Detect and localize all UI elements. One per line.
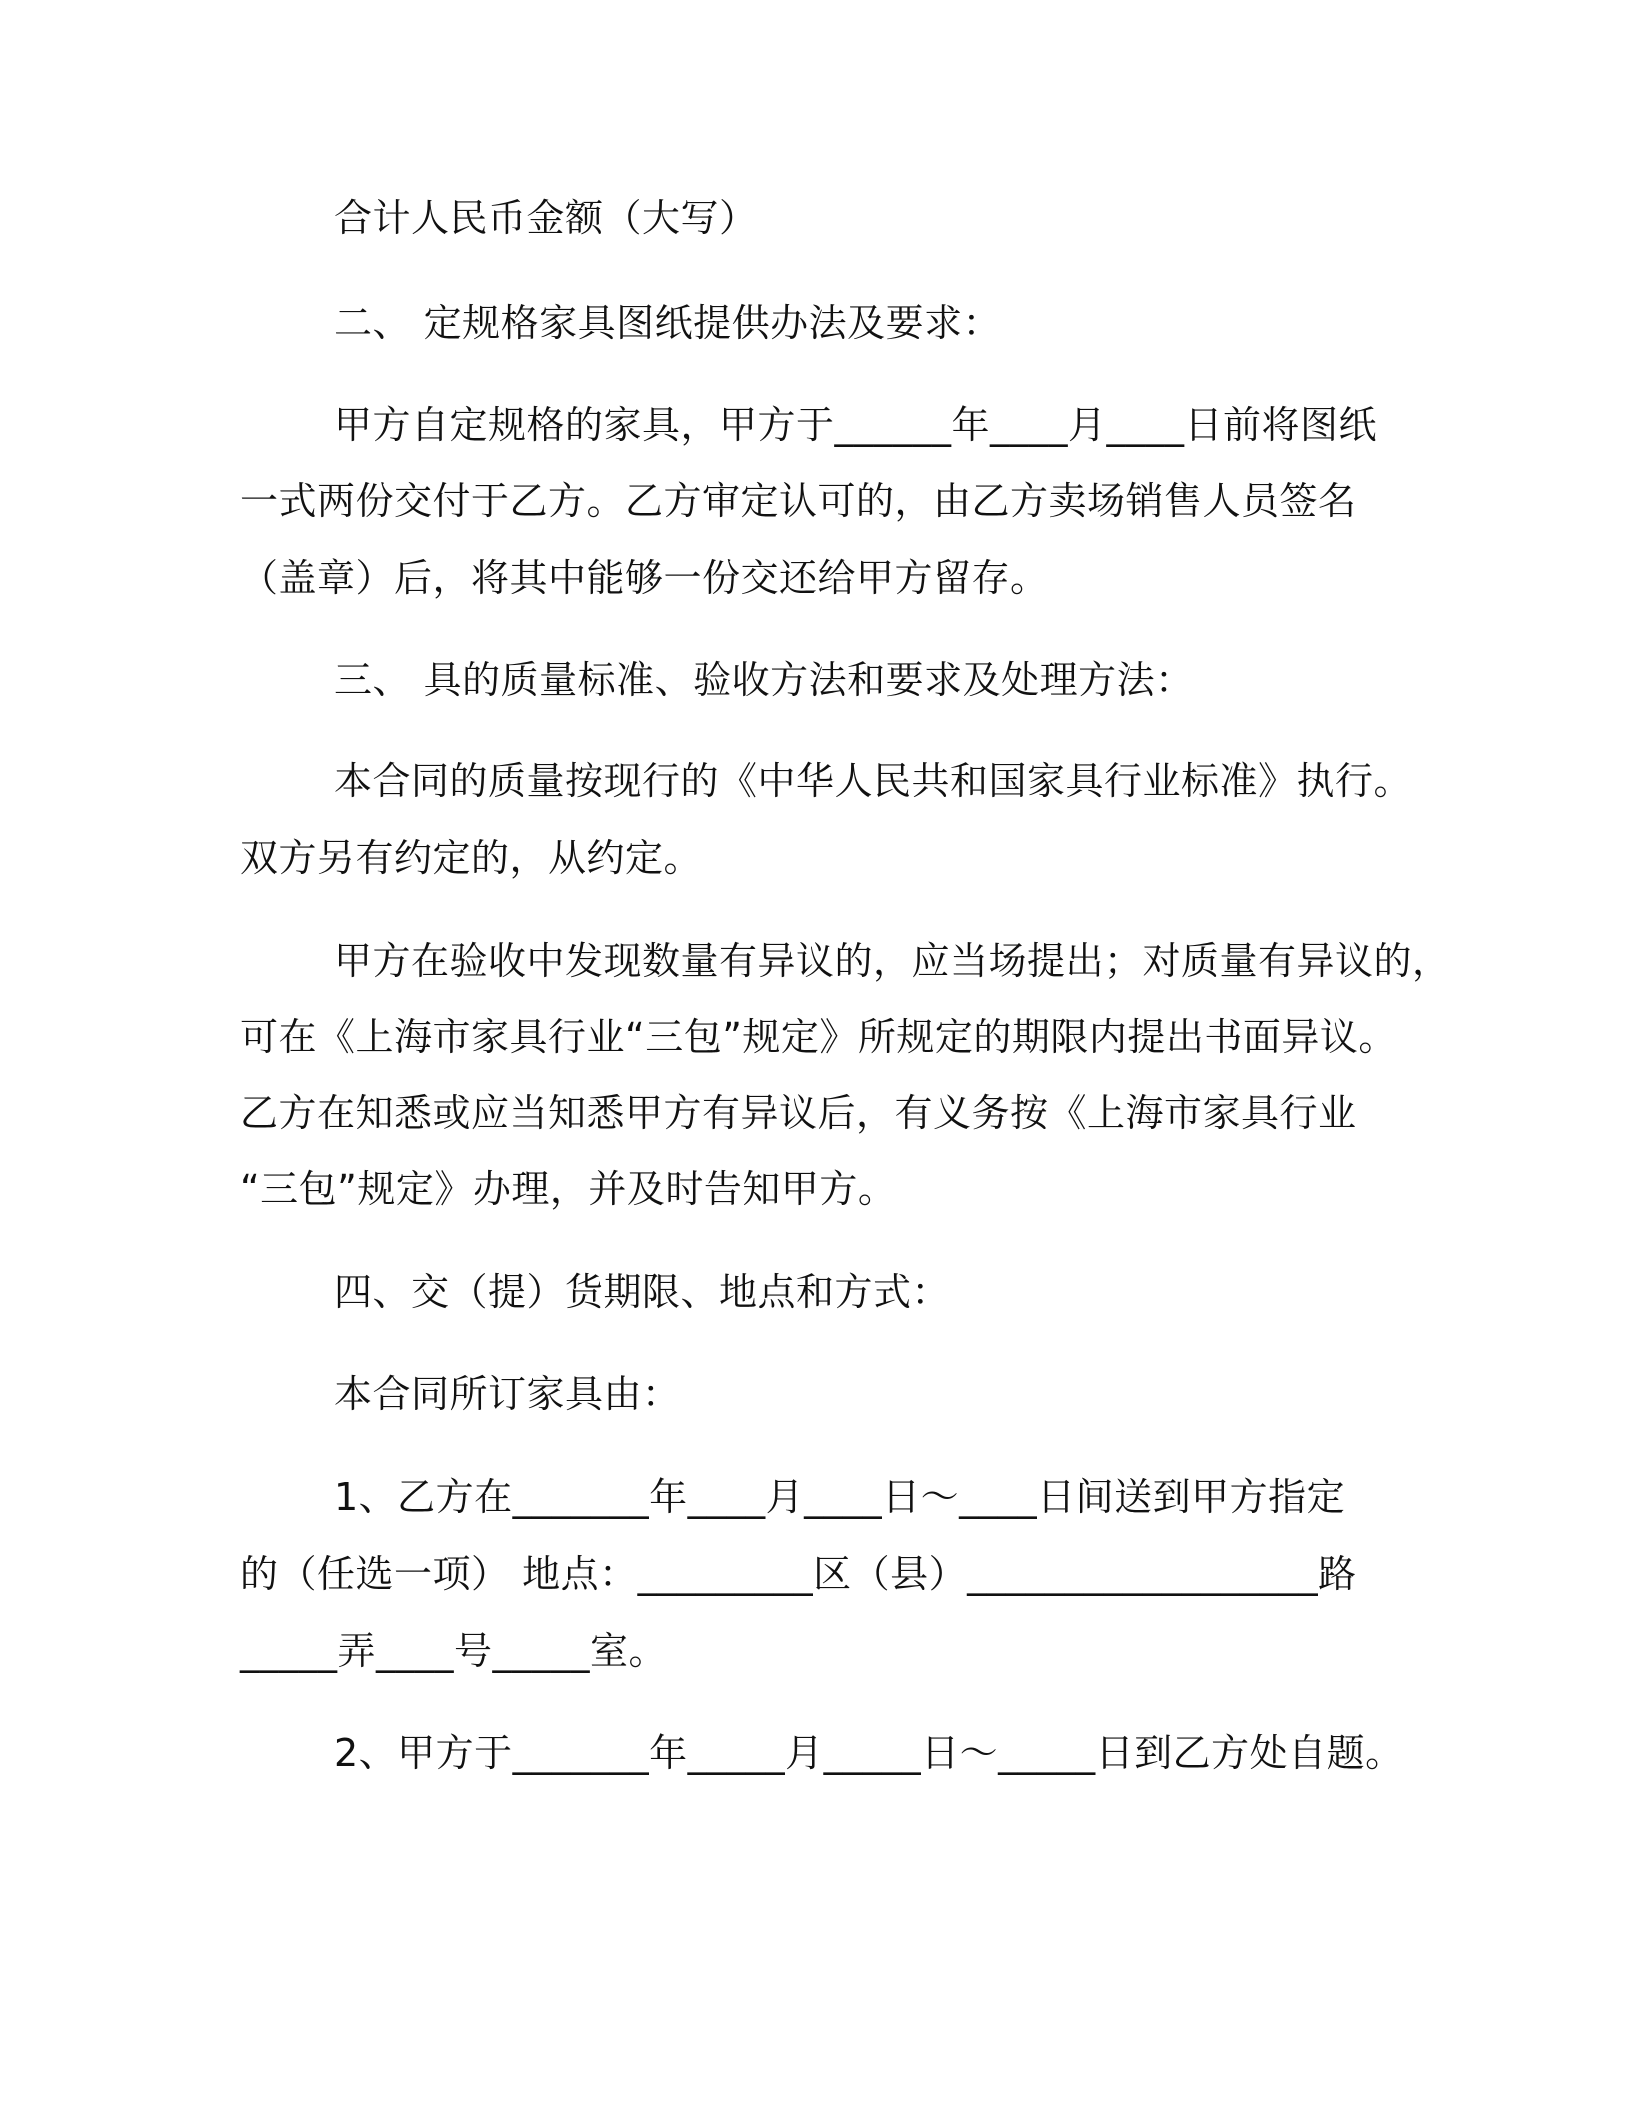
section-2-paragraph-line-1: 甲方自定规格的家具，甲方于______年____月____日前将图纸 xyxy=(334,403,1378,447)
quality-standard-line-1: 本合同的质量按现行的《中华人民共和国家具行业标准》执行。 xyxy=(334,759,1413,803)
delivery-option-1-line-1: 1、乙方在_______年____月____日～____日间送到甲方指定 xyxy=(334,1475,1346,1519)
section-4-heading: 四、交（提）货期限、地点和方式： xyxy=(334,1270,951,1314)
delivery-intro: 本合同所订家具由： xyxy=(334,1372,681,1416)
acceptance-line-3: 乙方在知悉或应当知悉甲方有异议后，有义务按《上海市家具行业 xyxy=(240,1091,1357,1135)
section-3-heading: 三、 具的质量标准、验收方法和要求及处理方法： xyxy=(334,658,1194,702)
acceptance-line-1: 甲方在验收中发现数量有异议的，应当场提出；对质量有异议的， xyxy=(334,939,1451,983)
delivery-option-1-line-3: _____弄____号_____室。 xyxy=(240,1629,668,1673)
total-amount-label: 合计人民币金额（大写） xyxy=(334,196,758,240)
delivery-option-1-line-2: 的（任选一项） 地点：_________区（县）__________________路 xyxy=(240,1552,1357,1596)
section-2-paragraph-line-2: 一式两份交付于乙方。乙方审定认可的，由乙方卖场销售人员签名 xyxy=(240,479,1357,523)
section-2-paragraph-line-3: （盖章）后，将其中能够一份交还给甲方留存。 xyxy=(240,556,1049,600)
quality-standard-line-2: 双方另有约定的，从约定。 xyxy=(240,836,703,880)
section-2-heading: 二、 定规格家具图纸提供办法及要求： xyxy=(334,301,1002,345)
acceptance-line-4: “三包”规定》办理，并及时告知甲方。 xyxy=(240,1167,897,1211)
acceptance-line-2: 可在《上海市家具行业“三包”规定》所规定的期限内提出书面异议。 xyxy=(240,1015,1397,1059)
delivery-option-2: 2、甲方于_______年_____月_____日～_____日到乙方处自题。 xyxy=(334,1731,1404,1775)
